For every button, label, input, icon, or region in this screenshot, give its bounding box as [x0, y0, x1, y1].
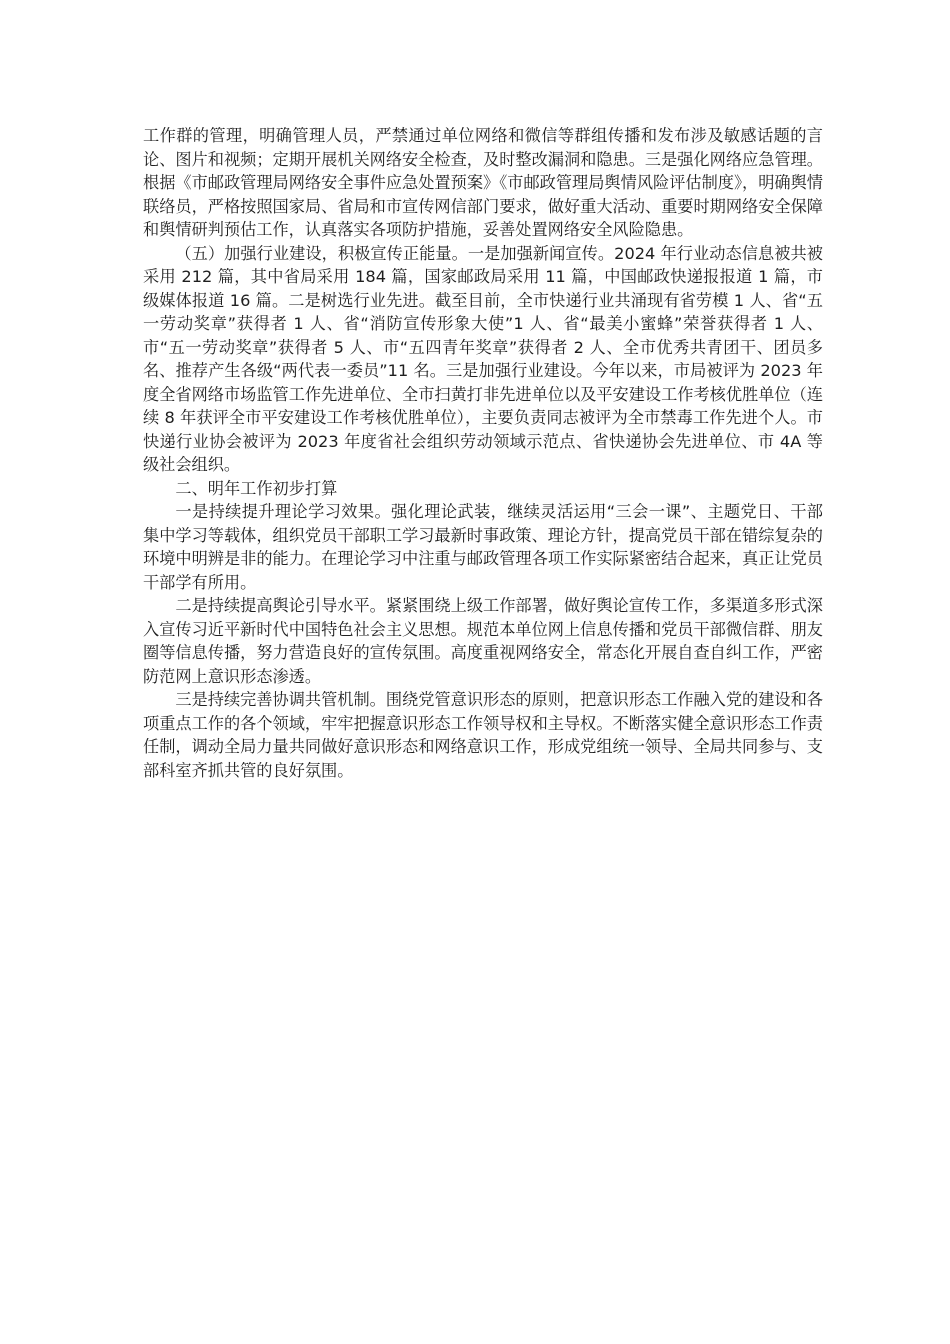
document-body [143, 124, 823, 782]
paragraph-network-management: 工作群的管理，明确管理人员，严禁通过单位网络和微信等群组传播和发布涉及敏感话题的言论、图片和视频；定期开展机关网络安全检查，及时整改漏洞和隐患。三是强化网络应急管理。根据《市邮政管理局网络安全事件应急处置预案》《市邮政管理局舆情风险评估制度》，明确舆情联络员，严格按照国家局、省局和市宣传网信部门要求，做好重大活动、重要时期网络安全保障和舆情研判预估工作，认真落实各项防护措施，妥善处置网络安全风险隐患。 [143, 126, 823, 239]
paragraph-industry-building: （五）加强行业建设，积极宣传正能量。一是加强新闻宣传。2024 年行业动态信息被共被采用 212 篇，其中省局采用 184 篇，国家邮政局采用 11 篇，中国邮政快递报报道 1 篇，市级媒体报道 16 篇。二是树选行业先进。截至目前，全市快递行业共涌现有省劳模 1 人、省“五一劳动奖章”获得者 1 人、省“消防宣传形象大使”1 人、省“最美小蜜蜂”荣誉获得者 1 人、市“五一劳动奖章”获得者 5 人、市“五四青年奖章”获得者 2 人、全市优秀共青团干、团员多名、推荐产生各级“两代表一委员”11 名。三是加强行业建设。今年以来，市局被评为 2023 年度全省网络市场监管工作先进单位、全市扫黄打非先进单位以及平安建设工作考核优胜单位（连续 8 年获评全市平安建设工作考核优胜单位），主要负责同志被评为全市禁毒工作先进个人。市快递行业协会被评为 2023 年度省社会组织劳动领域示范点、省快递协会先进单位、市 4A 等级社会组织。 [143, 243, 823, 474]
paragraph-public-opinion: 二是持续提高舆论引导水平。紧紧围绕上级工作部署，做好舆论宣传工作，多渠道多形式深入宣传习近平新时代中国特色社会主义思想。规范本单位网上信息传播和党员干部微信群、朋友圈等信息传播，努力营造良好的宣传氛围。高度重视网络安全，常态化开展自查自纠工作，严密防范网上意识形态渗透。 [143, 596, 823, 686]
section-heading-next-year-plan: 二、明年工作初步打算 [175, 478, 338, 498]
paragraph-theory-study: 一是持续提升理论学习效果。强化理论武装，继续灵活运用“三会一课”、主题党日、干部集中学习等载体，组织党员干部职工学习最新时事政策、理论方针，提高党员干部在错综复杂的环境中明辨是非的能力。在理论学习中注重与邮政管理各项工作实际紧密结合起来，真正让党员干部学有所用。 [143, 502, 823, 592]
paragraph-coordination-mechanism: 三是持续完善协调共管机制。围绕党管意识形态的原则，把意识形态工作融入党的建设和各项重点工作的各个领域，牢牢把握意识形态工作领导权和主导权。不断落实健全意识形态工作责任制，调动全局力量共同做好意识形态和网络意识工作，形成党组统一领导、全局共同参与、支部科室齐抓共管的良好氛围。 [143, 690, 823, 780]
